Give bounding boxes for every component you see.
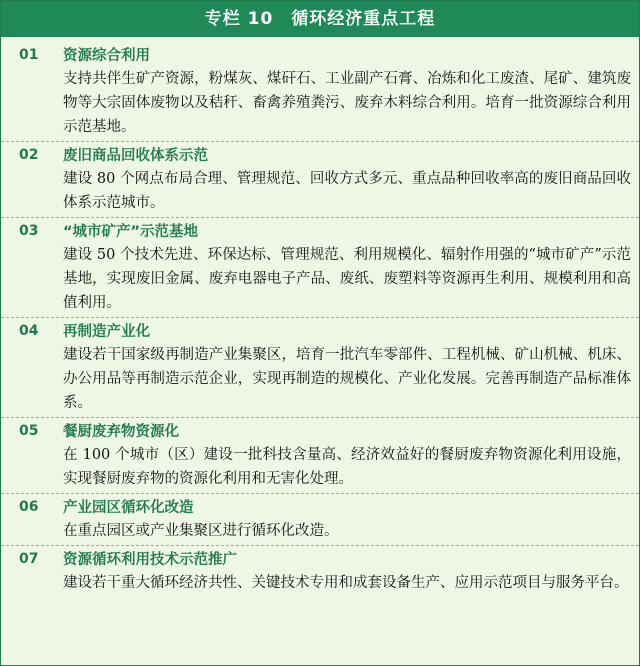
item-number: 06 [19,499,39,515]
item-text: 建设若干国家级再制造产业集聚区，培育一批汽车零部件、工程机械、矿山机械、机床、办公用品等再制造示范企业，实现再制造的规模化、产业化发展。完善再制造产品标准体系。 [63,347,631,411]
column-header [1,1,639,37]
item-number: 02 [19,147,39,163]
item-number: 05 [19,423,39,439]
item-title: 废旧商品回收体系示范 [63,148,208,164]
item-text: 建设 50 个技术先进、环保达标、管理规范、利用规模化、辐射作用强的“城市矿产”示范基地，实现废旧金属、废弃电器电子产品、废纸、废塑料等资源再生利用、规模利用和高值利用。 [63,247,631,311]
item-text: 建设若干重大循环经济共性、关键技术专用和成套设备生产、应用示范项目与服务平台。 [63,575,629,591]
list-item [1,219,639,315]
list-item [1,419,639,491]
item-title: “城市矿产”示范基地 [63,224,199,240]
item-text: 在重点园区或产业集聚区进行循环化改造。 [63,523,339,539]
item-number: 03 [19,223,39,239]
list-item [1,547,639,595]
item-title: 餐厨废弃物资源化 [63,424,179,440]
item-title: 资源循环利用技术示范推广 [63,552,237,568]
list-item [1,495,639,543]
item-text: 在 100 个城市（区）建设一批科技含量高、经济效益好的餐厨废弃物资源化利用设施，实现餐厨废弃物的资源化利用和无害化处理。 [63,447,631,487]
divider [1,141,639,142]
list-item [1,43,639,139]
item-title: 产业园区循环化改造 [63,500,194,516]
column-label: 专栏 10 [204,9,274,29]
list-item [1,143,639,215]
item-number: 01 [19,47,39,63]
list-item [1,319,639,415]
divider [1,545,639,546]
item-number: 07 [19,551,39,567]
column-title: 循环经济重点工程 [291,9,436,29]
divider [1,217,639,218]
divider [1,417,639,418]
item-list [1,37,639,595]
item-title: 资源综合利用 [63,48,150,64]
item-title: 再制造产业化 [63,324,150,340]
item-text: 支持共伴生矿产资源，粉煤灰、煤矸石、工业副产石膏、冶炼和化工废渣、尾矿、建筑废物等大宗固体废物以及秸秆、畜禽养殖粪污、废弃木料综合利用。培育一批资源综合利用示范基地。 [63,71,631,135]
item-text: 建设 80 个网点布局合理、管理规范、回收方式多元、重点品种回收率高的废旧商品回收体系示范城市。 [63,171,631,211]
divider [1,493,639,494]
divider [1,317,639,318]
item-number: 04 [19,323,39,339]
